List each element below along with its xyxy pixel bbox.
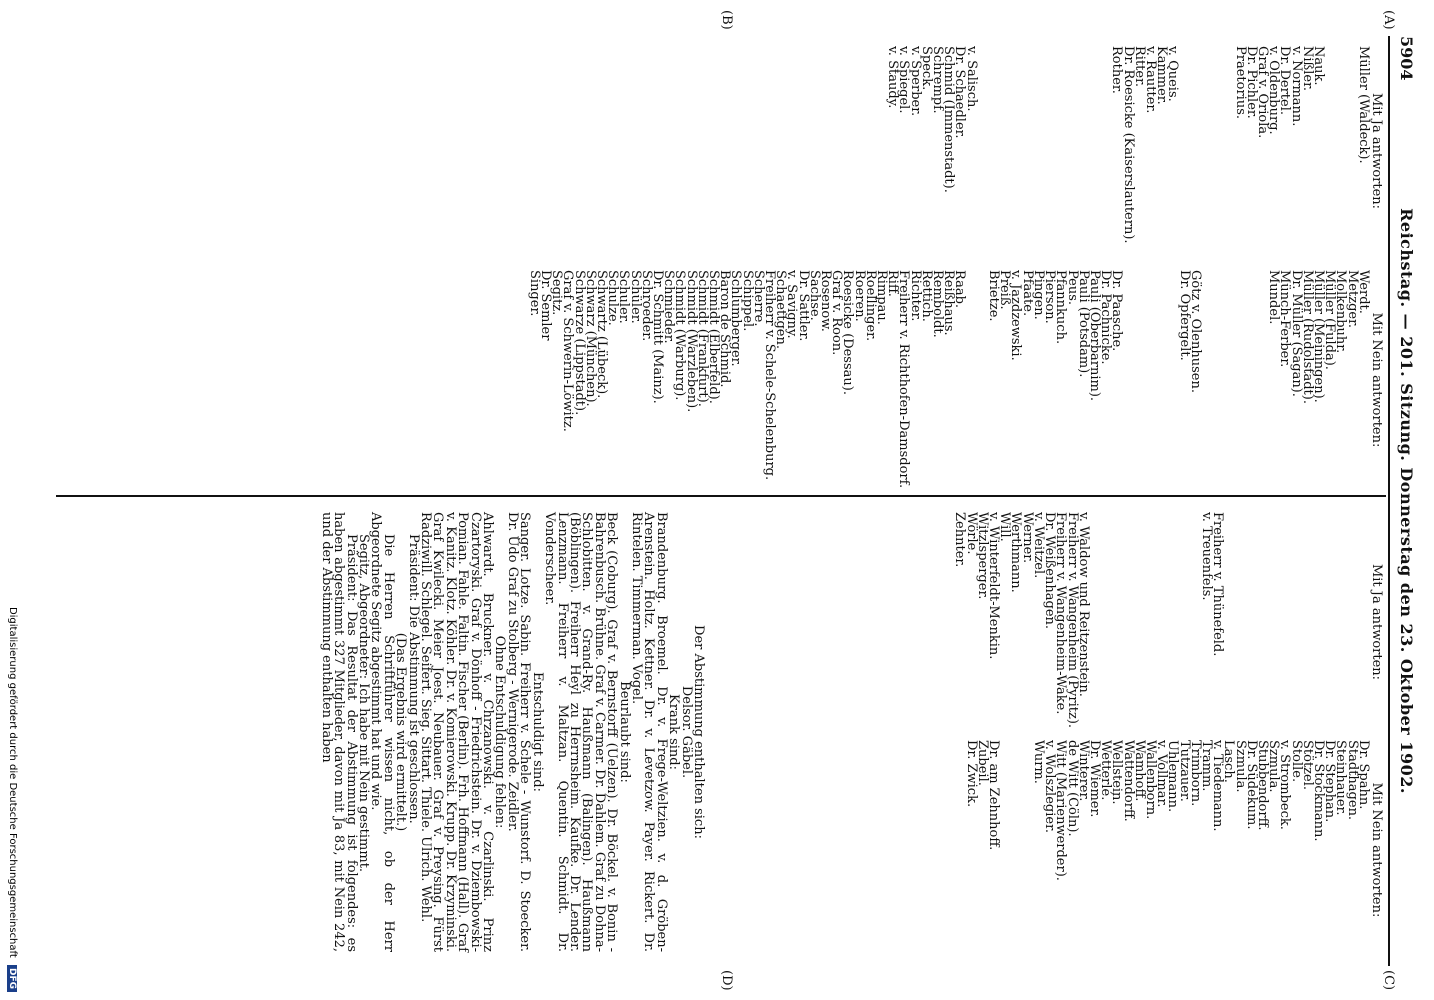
member-name: Steinhauer. <box>1333 740 1349 816</box>
member-name: Sachse. <box>806 270 822 321</box>
page-number: 5904 <box>1397 36 1416 81</box>
member-name: Freiherr v. Richthofen-Damsdorf. <box>896 270 912 489</box>
member-name <box>988 46 999 256</box>
segitz-paragraph: Segitz, Abgeordneter: Ich habe mit Nein gestimmt. <box>356 534 372 873</box>
member-name: Schmid (Immenstadt). <box>941 46 957 193</box>
member-name <box>1100 512 1111 732</box>
member-name: v. Normann. <box>1288 46 1304 127</box>
member-name: v. Rautter. <box>1142 46 1158 114</box>
member-name: Stadthagen. <box>1344 740 1360 821</box>
member-name <box>1044 46 1055 256</box>
column-divider <box>56 495 1386 497</box>
member-name <box>1134 270 1145 490</box>
member-name: v. Vollmar. <box>1154 740 1170 808</box>
member-name <box>1223 270 1234 490</box>
member-name: v. Spiegel. <box>896 46 912 114</box>
member-name: Roeren. <box>851 270 867 322</box>
member-name <box>1302 512 1313 732</box>
member-name <box>1246 512 1257 732</box>
president-paragraph-2: Präsident: Das Resultat der Abstimmung ist folgendes: es haben abgestimmt 327 Mitglieder, davon mit Ja 83, mit Nein 242, und der Abstimmung enthalten haben <box>318 512 359 952</box>
digitization-credit <box>0 0 18 1000</box>
president-paragraph-1: Präsident: Die Abstimmung ist geschlossen. <box>405 534 421 824</box>
member-name: v. Salisch. <box>963 46 979 112</box>
right-nein-list <box>963 740 1371 960</box>
member-name: Nißler. <box>1299 46 1315 91</box>
member-name: Dr. Wiemer. <box>1086 740 1102 818</box>
member-name: Graf v. Oriola. <box>1254 46 1270 139</box>
member-name: Stubbendorff. <box>1254 740 1270 831</box>
member-name: Witzlsperger. <box>974 512 990 600</box>
member-name <box>999 46 1010 256</box>
member-name: Dr. Dertel. <box>1277 46 1293 116</box>
member-name: Praetorius. <box>1232 46 1248 120</box>
member-name: Graf v. Schwerin-Löwitz. <box>560 270 576 432</box>
member-name <box>1145 512 1156 732</box>
member-name: Werthmann. <box>1008 512 1024 593</box>
member-name: Werner. <box>1019 512 1035 564</box>
member-name: Wamhoff. <box>1131 740 1147 802</box>
member-name <box>1178 46 1189 256</box>
member-name: Remboldt. <box>930 270 946 338</box>
member-name: Pauli (Oberbarnim). <box>1086 270 1102 402</box>
member-name: Dr. Weißenhagen. <box>1042 512 1058 630</box>
member-name <box>1111 512 1122 732</box>
member-name: Wurm. <box>1030 740 1046 784</box>
sick-names: Brandenburg. Broemel. Dr. v. Frege-Weltzien. v. d. Gröben-Arenstein. Holtz. Kettner. Dr. v. Levetzow. Payer. Rickert. Dr. Rintelen. Timmerman. Vogel. <box>628 512 669 952</box>
right-ja-list <box>954 512 1369 732</box>
member-name: v. Jazdzewski. <box>1008 270 1024 361</box>
dfg-logo: DFG <box>7 965 17 992</box>
member-name <box>1033 46 1044 256</box>
member-name: Wallenborn. <box>1142 740 1158 820</box>
member-name: Freiherr v. Wangenheim-Wake. <box>1053 512 1069 715</box>
member-name: Ritter. <box>1131 46 1147 88</box>
member-name <box>1066 46 1077 256</box>
member-name: v. Strombeck. <box>1277 740 1293 830</box>
member-name: Freiherr v. Wangenheim (Pyritz). <box>1064 512 1080 729</box>
member-name: Dr. Pichler. <box>1243 46 1259 119</box>
member-name: Schlumberger. <box>728 270 744 367</box>
member-name: Zubeil. <box>974 740 990 786</box>
member-name <box>965 270 976 490</box>
member-name: Dr. Spahn. <box>1355 740 1371 810</box>
leave-names: Beck (Coburg). Graf v. Bernstorff (Uelzen). Dr. Böckel. v. Bonin - Bahrenbusch. Brühne. Graf v. Carmer. Dr. Dahlem. Graf zu Dohna-Schlobitten. v. Grand-Ry. Haußmann (Balingen). Haußmann (Böblingen). Freiherr Heyl zu Herrnsheim. Kaufke. Dr. Lender. Lenzmann. Freiherr v. Maltzan. Quentin. Schmidt. Dr. Vonderscheer. <box>542 512 620 952</box>
member-name: Wörle. <box>963 512 979 555</box>
member-name: Singer. <box>526 270 542 317</box>
member-name: Lasch. <box>1221 740 1237 783</box>
member-name <box>1122 270 1133 490</box>
member-name: Dr. Semler <box>537 270 553 341</box>
member-name <box>1346 512 1357 732</box>
member-name: v. Weitzel. <box>1030 512 1046 579</box>
member-name: Freiherr v. Schele-Schelenburg. <box>762 270 778 481</box>
member-name <box>1358 512 1369 732</box>
left-nein-column <box>526 270 1384 490</box>
member-name <box>1022 46 1033 256</box>
abstain-names: Delsor. Gäbel. <box>678 685 694 779</box>
member-name: Will. <box>997 512 1013 542</box>
member-name <box>1178 512 1189 732</box>
member-name: Graf v. Roon. <box>829 270 845 356</box>
member-name: v. Queis. <box>1165 46 1181 102</box>
member-name: Wetterlé. <box>1098 740 1114 801</box>
member-name <box>1212 46 1223 256</box>
member-name: Segitz. <box>549 270 565 316</box>
member-name: Dr. Opfergelt. <box>1176 270 1192 361</box>
member-name: Preiß. <box>997 270 1013 310</box>
member-name: Pfaate. <box>1019 270 1035 317</box>
right-nein-column <box>965 740 1382 960</box>
member-name: Scherre. <box>750 270 766 327</box>
member-name: Reißhaus. <box>941 270 957 336</box>
member-name: Peus. <box>1064 270 1080 306</box>
member-name: v. Tiedemann. <box>1210 740 1226 832</box>
member-name: Uhlemann. <box>1165 740 1181 813</box>
member-name: Wattendorff. <box>1120 740 1136 822</box>
member-name: Pfannkuch. <box>1053 270 1069 345</box>
member-name: Tutzauer. <box>1176 740 1192 802</box>
member-name: Schwarze (Lippstadt). <box>571 270 587 416</box>
member-name <box>1324 512 1335 732</box>
member-name: Raab. <box>952 270 968 309</box>
member-name <box>1078 46 1089 256</box>
member-name: v. Oldenburg. <box>1266 46 1282 135</box>
member-name: Szmula. <box>1266 740 1282 793</box>
member-name: Dr. Sattler. <box>795 270 811 342</box>
member-name: Dr. Roesicke (Kaiserslautern). <box>1120 46 1136 244</box>
member-name <box>1134 512 1145 732</box>
member-name: v. Treuenfels. <box>1198 512 1214 601</box>
member-name: Rosenow. <box>818 270 834 332</box>
member-name <box>1055 46 1066 256</box>
member-name: Schüler. <box>627 270 643 324</box>
left-nein-heading: Mit Nein antworten: <box>1369 312 1384 448</box>
right-ja-heading: Mit Ja antworten: <box>1369 563 1384 681</box>
member-name: Dr. Schaedler. <box>952 46 968 139</box>
member-name: Molkenbuhr. <box>1333 270 1349 354</box>
member-name: Schippel. <box>739 270 755 332</box>
member-name: Tramm. <box>1198 740 1214 792</box>
member-name: Winterer. <box>1075 740 1091 802</box>
member-name <box>1122 512 1133 732</box>
member-name: Schmidt (Frankfurt). <box>694 270 710 407</box>
member-name: Witt (Marienwerder). <box>1053 740 1069 881</box>
member-name: Dr. am Zehnhoff. <box>986 740 1002 851</box>
member-name: Werdt. <box>1355 270 1371 314</box>
abstain-heading: Der Abstimmung enthalten sich: <box>691 625 706 839</box>
member-name: v. Wolszlegier. <box>1042 740 1058 833</box>
member-name: Roellinger. <box>862 270 878 342</box>
member-name: Nauk. <box>1310 46 1326 86</box>
member-name: Pierson. <box>1042 270 1058 324</box>
member-name: Riff. <box>885 270 901 297</box>
result-note: (Das Ergebnis wird ermittelt.) <box>393 632 409 832</box>
member-name <box>1257 512 1268 732</box>
member-name: Baron de Schmid. <box>717 270 733 388</box>
member-name: Mundel. <box>1266 270 1282 325</box>
member-name: Dr. Zwick. <box>963 740 979 808</box>
member-name <box>1234 512 1245 732</box>
member-name <box>1212 270 1223 490</box>
member-name: Schwarz (München). <box>582 270 598 407</box>
member-name: Dr. Müller (Sagan). <box>1288 270 1304 397</box>
member-name: Pauli (Potsdam). <box>1075 270 1091 378</box>
member-name <box>1268 512 1279 732</box>
member-name <box>1167 512 1178 732</box>
member-name <box>1201 46 1212 256</box>
member-name: Metzger. <box>1344 270 1360 329</box>
member-name <box>1335 46 1346 256</box>
member-name <box>1279 512 1290 732</box>
member-name: Zehnter. <box>952 512 968 568</box>
member-name <box>1234 270 1245 490</box>
member-name: Dr. Schmitt (Mainz). <box>650 270 665 404</box>
absent-heading: Ohne Entschuldigung fehlen: <box>492 635 508 829</box>
member-name: Dr. Stockmann. <box>1310 740 1326 842</box>
member-name: Müller (Rudolstadt). <box>1299 270 1315 404</box>
member-name: de Witt (Cöln). <box>1064 740 1080 837</box>
member-name <box>1145 270 1156 490</box>
member-name: Schuler. <box>616 270 632 324</box>
member-name: v. Winterfeldt-Menkin. <box>986 512 1002 660</box>
excused-names: Sanger. Lotze. Sabin. Freiherr v. Schele - Wunstorf. D. Stoecker. Dr. Udo Graf zu Stolberg - Wernigerode. Zeidler. <box>504 512 533 952</box>
member-name: Roesicke (Dessau). <box>840 270 856 395</box>
leave-heading: Beurlaubt sind: <box>616 681 632 783</box>
member-name: Dr. Paasche. <box>1109 270 1125 352</box>
member-name <box>1089 46 1100 256</box>
member-name: Kammer. <box>1154 46 1170 105</box>
excused-heading: Entschuldigt sind: <box>529 671 545 792</box>
credit-text: Digitalisierung gefördert durch die Deutsche Forschungsgemeinschaft <box>7 606 18 958</box>
secretary-paragraph: Die Herren Schriftführer wissen nicht, ob der Herr Abgeordnete Segitz abgestimmt hat und wie. <box>368 512 396 952</box>
member-name: v. Waldow und Reitzenstein. <box>1075 512 1091 697</box>
member-name: Schroeder. <box>638 270 654 342</box>
member-name: Schaettgen. <box>773 270 789 349</box>
member-name: Dr. Pachnicke. <box>1098 270 1114 365</box>
left-nein-list <box>526 270 1371 490</box>
member-name: Schmidt (Elberfeld). <box>706 270 722 404</box>
member-name: Wellstein. <box>1109 740 1125 805</box>
member-name: Rimpau. <box>874 270 890 325</box>
member-name: Stolle. <box>1288 740 1304 783</box>
member-name <box>1246 270 1257 490</box>
member-name: Rother. <box>1109 46 1125 94</box>
sick-heading: Krank sind: <box>666 694 682 770</box>
member-name: Dr. Stephan. <box>1322 740 1338 823</box>
member-name: v. Staudy. <box>885 46 901 109</box>
page-title: Reichstag. — 201. Sitzung. Donnerstag den 23. Oktober 1902. <box>1397 208 1416 794</box>
member-name: Götz v. Olenhusen. <box>1187 270 1203 393</box>
member-name: Dr. Südekum. <box>1243 740 1259 830</box>
left-ja-column <box>887 46 1382 256</box>
vote-result-section <box>319 512 704 952</box>
member-name: Pingen. <box>1030 270 1046 320</box>
left-ja-heading: Mit Ja antworten: <box>1369 92 1384 210</box>
member-name: v. Savigny. <box>784 270 800 339</box>
member-name: Schmidt (Warburg). <box>672 270 688 401</box>
member-name <box>1156 270 1167 490</box>
left-ja-list <box>887 46 1369 256</box>
member-name: Müller (Meiningen). <box>1310 270 1326 403</box>
member-name: Schwartz (Lübeck). <box>593 270 609 399</box>
member-name: v. Sperber. <box>907 46 923 117</box>
member-name: Brietze. <box>986 270 1002 322</box>
member-name: Müller (Fulda). <box>1322 270 1338 370</box>
header-rule <box>1388 36 1390 966</box>
member-name: Schmidt (Warzleben). <box>683 270 699 413</box>
member-name: Müller (Waldeck). <box>1355 46 1371 164</box>
member-name <box>1010 740 1021 960</box>
margin-marker-c: (C) <box>1381 970 1396 991</box>
right-nein-heading: Mit Nein antworten: <box>1369 782 1384 918</box>
member-name: Rettich. <box>918 270 934 322</box>
member-name <box>1190 46 1201 256</box>
member-name: Szmula. <box>1232 740 1248 793</box>
member-name: Freiherr v. Thünefeld. <box>1210 512 1226 657</box>
right-ja-column <box>954 512 1382 732</box>
member-name: Richter. <box>907 270 923 322</box>
member-name <box>1313 512 1324 732</box>
page-header <box>1392 36 1416 966</box>
margin-marker-b: (B) <box>719 10 734 30</box>
member-name <box>1156 512 1167 732</box>
member-name <box>1010 46 1021 256</box>
member-name: Speck. <box>918 46 934 91</box>
member-name: Münch-Ferber. <box>1277 270 1293 368</box>
member-name: Trimborn. <box>1187 740 1203 807</box>
absent-names: Ahlwardt. Bruckner. v. Chrzanowski. v. Czarlinski. Prinz Czartoryski. Graf v. Dönhoff - Friedrichstein. Dr. v. Dziembowski-Pomian. Fahle. Faltin. Fischer (Berlin). Frh. Hoffmann (Hall). Graf v. Kanitz. Klotz. Köhler. Dr. v. Komierowski. Krupp. Dr. Krzyminski. Graf Kwilecki. Meier Joest. Neubauer. Graf v. Preysing. Fürst Radziwill. Schlegel. Seifert. Sieg. Sittart. Thiele. Ulrich. Wehl. <box>418 512 496 952</box>
member-name: Stötzel. <box>1299 740 1315 791</box>
member-name <box>1290 512 1301 732</box>
member-name: Schmieder. <box>661 270 677 344</box>
margin-marker-d: (D) <box>719 970 734 991</box>
margin-marker-a: (A) <box>1381 10 1396 30</box>
member-name: Schrempf. <box>930 46 946 114</box>
member-name: Schulze. <box>605 270 621 326</box>
member-name <box>1335 512 1346 732</box>
